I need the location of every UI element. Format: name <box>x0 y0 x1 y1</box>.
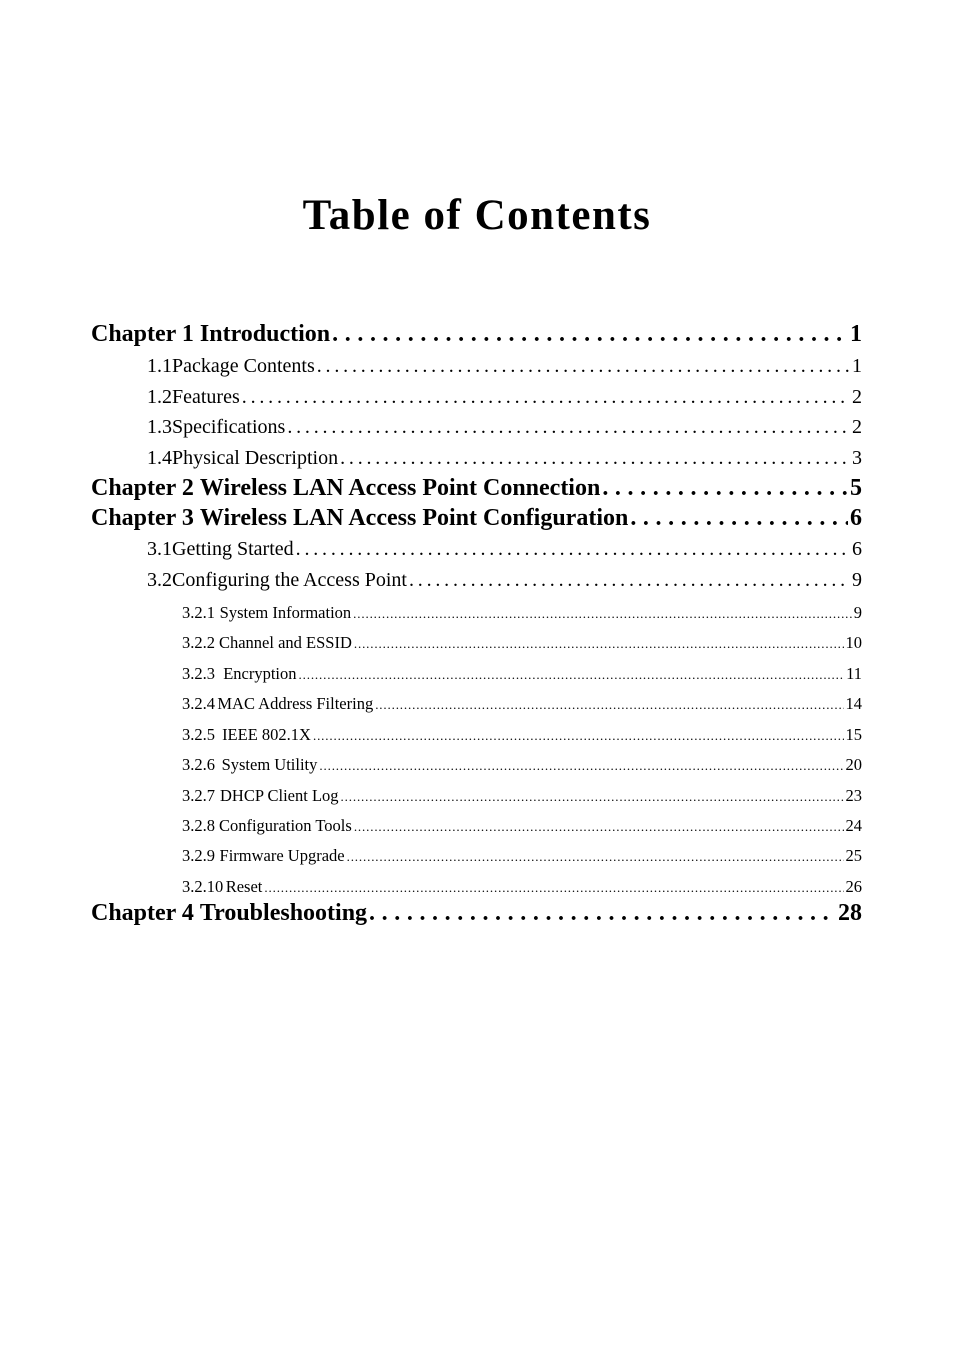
toc-entry-page: 28 <box>838 900 862 926</box>
toc-entry-page: 26 <box>845 877 862 896</box>
toc-entry-page: 15 <box>845 725 862 744</box>
toc-entry[interactable] <box>91 505 862 535</box>
toc-entry-page: 14 <box>845 694 862 713</box>
toc-entry-title: Package Contents <box>172 355 315 377</box>
toc-entry[interactable] <box>182 786 862 808</box>
toc-leader-dots <box>353 603 852 623</box>
toc-entry-number: 1.2 <box>147 386 172 408</box>
toc-leader-dots <box>354 816 844 836</box>
toc-entry-title: Wireless LAN Access Point Configuration <box>199 505 629 531</box>
toc-entry-number: 3.2.7 <box>182 786 215 805</box>
toc-entry-title: System Utility <box>221 755 318 774</box>
toc-entry-title: Specifications <box>172 416 286 438</box>
toc-entry-number: 3.2.4 <box>182 694 215 713</box>
toc-leader-dots <box>369 900 836 927</box>
toc-leader-dots <box>287 416 850 439</box>
toc-entry-page: 10 <box>845 633 862 652</box>
toc-entry[interactable] <box>182 877 862 899</box>
toc-entry-number: 3.2.2 <box>182 633 215 652</box>
toc-entry-page: 2 <box>852 416 862 438</box>
toc-entry-number: 3.2.6 <box>182 755 215 774</box>
toc-entry-number: 1.3 <box>147 416 172 438</box>
toc-leader-dots <box>242 386 850 409</box>
toc-entry-title: Troubleshooting <box>199 900 368 926</box>
toc-leader-dots <box>317 355 850 378</box>
toc-entry-page: 9 <box>853 603 862 622</box>
toc-entry-title: IEEE 802.1X <box>222 725 311 744</box>
toc-entry[interactable] <box>147 416 862 442</box>
toc-entry-page: 6 <box>850 505 862 531</box>
toc-entry-page: 5 <box>850 475 862 501</box>
toc-entry-number: 3.2.5 <box>182 725 215 744</box>
toc-entry[interactable] <box>147 386 862 412</box>
toc-entry-number: Chapter 1 <box>91 321 194 347</box>
toc-entry-title: Introduction <box>199 321 331 347</box>
toc-entry-page: 20 <box>845 755 862 774</box>
toc-entry-title: Physical Description <box>172 447 339 469</box>
toc-entry[interactable] <box>182 664 862 686</box>
toc-entry-number: 3.2 <box>147 569 172 591</box>
toc-entry[interactable] <box>182 725 862 747</box>
toc-entry-number: 3.2.10 <box>182 877 224 896</box>
toc-leader-dots <box>630 505 848 532</box>
toc-entry[interactable] <box>182 694 862 716</box>
toc-leader-dots <box>264 877 843 897</box>
toc-entry-page: 9 <box>852 569 862 591</box>
toc-entry-page: 11 <box>846 664 862 683</box>
toc-leader-dots <box>296 538 850 561</box>
toc-entry-page: 2 <box>852 386 862 408</box>
toc-entry-number: 3.2.1 <box>182 603 215 622</box>
toc-entry-page: 6 <box>852 538 862 560</box>
toc-entry-title: Configuration Tools <box>218 816 352 835</box>
toc-entry-page: 23 <box>845 786 862 805</box>
toc-entry-page: 25 <box>845 846 862 865</box>
toc-leader-dots <box>299 664 845 684</box>
toc-entry[interactable] <box>147 447 862 473</box>
toc-entry-title: MAC Address Filtering <box>217 694 374 713</box>
toc-entry[interactable] <box>91 900 862 930</box>
toc-leader-dots <box>602 475 848 502</box>
toc-entry-page: 24 <box>845 816 862 835</box>
toc-entry[interactable] <box>91 321 862 351</box>
toc-entry-title: Encryption <box>223 664 297 683</box>
toc-entry[interactable] <box>147 355 862 381</box>
toc-leader-dots <box>354 633 844 653</box>
toc-entry-number: Chapter 2 <box>91 475 194 501</box>
toc-entry-number: 1.1 <box>147 355 172 377</box>
toc-entry[interactable] <box>182 816 862 838</box>
page-title: Table of Contents <box>302 192 652 239</box>
toc-entry[interactable] <box>182 633 862 655</box>
toc-entry-number: 3.1 <box>147 538 172 560</box>
toc-entry-title: Reset <box>225 877 263 896</box>
toc-entry-number: Chapter 3 <box>91 505 194 531</box>
toc-entry[interactable] <box>182 755 862 777</box>
toc-entry-title: Wireless LAN Access Point Connection <box>199 475 601 501</box>
toc-leader-dots <box>340 447 850 470</box>
toc-leader-dots <box>319 755 843 775</box>
toc-entry[interactable] <box>91 475 862 505</box>
toc-leader-dots <box>347 846 844 866</box>
toc-entry-page: 1 <box>850 321 862 347</box>
toc-entry-title: Features <box>172 386 240 408</box>
toc-leader-dots <box>341 786 844 806</box>
toc-entry-title: Configuring the Access Point <box>172 569 407 591</box>
toc-entry[interactable] <box>147 538 862 564</box>
toc-entry-number: 1.4 <box>147 447 172 469</box>
toc-entry-title: Firmware Upgrade <box>219 846 345 865</box>
toc-entry-title: Channel and ESSID <box>218 633 352 652</box>
toc-entry[interactable] <box>182 603 862 625</box>
toc-leader-dots <box>313 725 844 745</box>
toc-entry-number: Chapter 4 <box>91 900 194 926</box>
toc-entry-page: 3 <box>852 447 862 469</box>
toc-entry-title: DHCP Client Log <box>219 786 339 805</box>
toc-entry[interactable] <box>147 569 862 595</box>
toc-entry-number: 3.2.8 <box>182 816 215 835</box>
toc-entry[interactable] <box>182 846 862 868</box>
toc-entry-number: 3.2.9 <box>182 846 215 865</box>
toc-leader-dots <box>409 569 850 592</box>
toc-entry-page: 1 <box>852 355 862 377</box>
toc-entry-number: 3.2.3 <box>182 664 215 683</box>
toc-entry-title: Getting Started <box>172 538 294 560</box>
toc-leader-dots <box>332 321 848 348</box>
toc-leader-dots <box>375 694 843 714</box>
toc-entry-title: System Information <box>219 603 352 622</box>
